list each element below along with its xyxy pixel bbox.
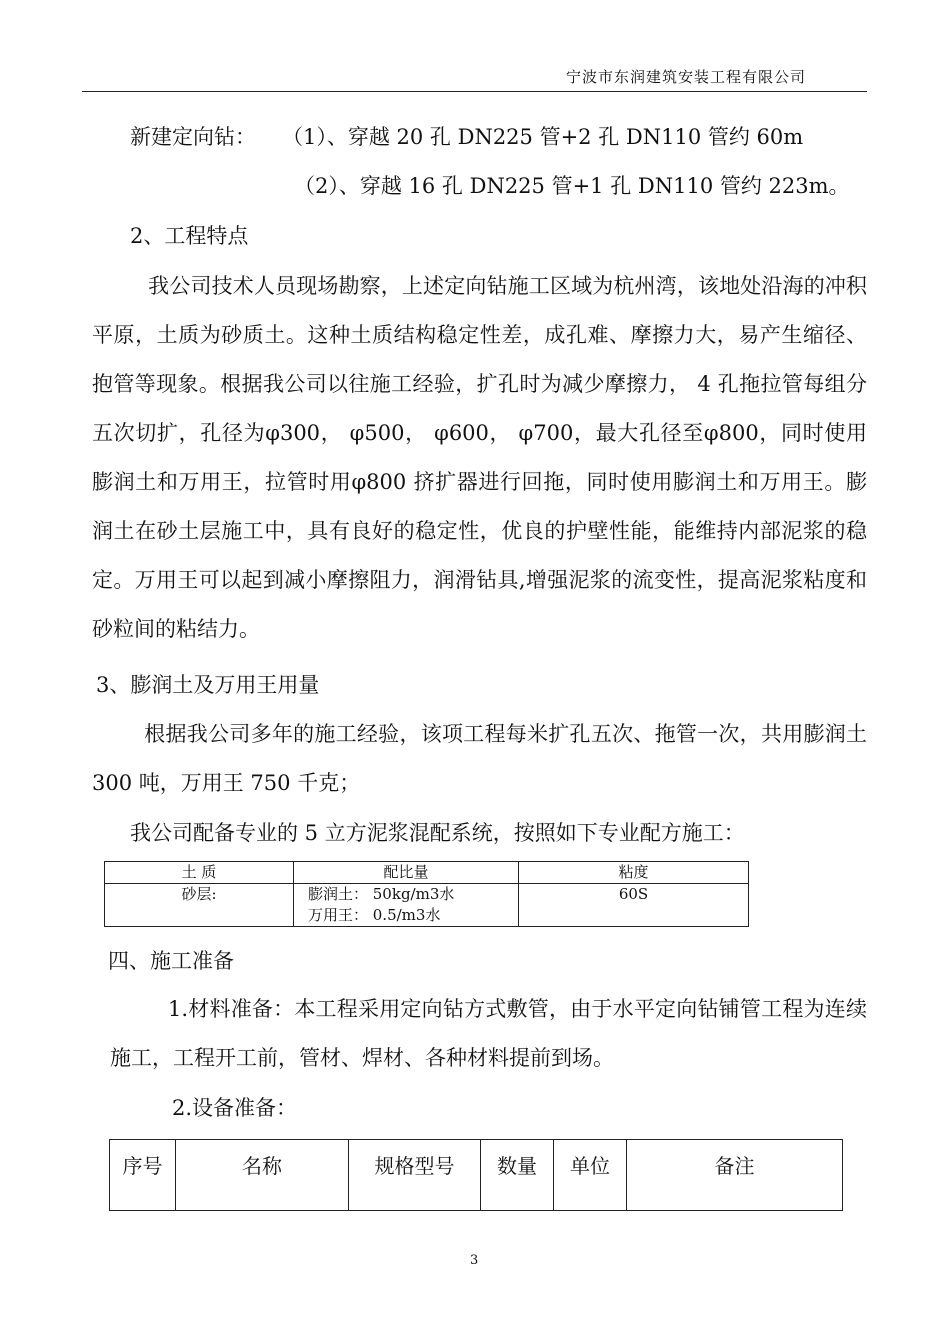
page-number: 3 [470, 1253, 479, 1268]
materials-text: 1.材料准备：本工程采用定向钻方式敷管，由于水平定向钻铺管工程为连续施工，工程开工前，管材、焊材、各种材料提前到场。 [110, 997, 867, 1070]
section3-text: 根据我公司多年的施工经验，该项工程每米扩孔五次、拖管一次，共用膨润土 300 吨，万用王 750 千克； [92, 722, 867, 795]
table-row [105, 884, 749, 927]
header-unit: 单位 [554, 1140, 627, 1211]
table-header-row [105, 862, 749, 884]
cell-soil: 砂层: [105, 884, 294, 927]
header-viscosity: 粘度 [519, 862, 749, 884]
section2-heading: 2、工程特点 [130, 224, 249, 248]
header-company: 宁波市东润建筑安装工程有限公司 [565, 68, 806, 86]
header-rule [82, 91, 867, 92]
cell-viscosity: 60S [519, 884, 749, 927]
header-qty: 数量 [481, 1140, 554, 1211]
header-name: 名称 [176, 1140, 349, 1211]
mix-wanyongwang: 万用王： 0.5/m3水 [308, 906, 441, 924]
mix-ratio-table [104, 861, 749, 927]
header-index: 序号 [110, 1140, 176, 1211]
mix-system-line: 我公司配备专业的 5 立方泥浆混配系统，按照如下专业配方施工： [130, 821, 745, 845]
section3-paragraph [92, 710, 867, 808]
drill-item-1: （1）、穿越 20 孔 DN225 管+2 孔 DN110 管约 60m [282, 125, 804, 149]
drill-label: 新建定向钻： [130, 125, 256, 149]
mix-bentonite: 膨润土： 50kg/m3水 [308, 885, 455, 903]
header-spec: 规格型号 [349, 1140, 481, 1211]
section4-heading: 四、施工准备 [108, 949, 234, 973]
drill-item-2: （2）、穿越 16 孔 DN225 管+1 孔 DN110 管约 223m。 [294, 174, 850, 198]
materials-paragraph [110, 985, 867, 1083]
header-remark: 备注 [627, 1140, 843, 1211]
header-soil: 土 质 [105, 862, 294, 884]
section3-heading: 3、膨润土及万用王用量 [96, 673, 320, 697]
section2-paragraph [92, 262, 867, 654]
header-mix: 配比量 [294, 862, 519, 884]
section2-text: 我公司技术人员现场勘察，上述定向钻施工区域为杭州湾，该地处沿海的冲积平原，土质为砂质土。这种土质结构稳定性差，成孔难、摩擦力大，易产生缩径、抱管等现象。根据我公司以往施工经验，扩孔时为减少摩擦力， 4 孔拖拉管每组分五次切扩，孔径为φ300， φ500， φ600， φ700，最大孔径至φ800，同时使用膨润土和万用王，拉管时用φ800 挤扩器进行回拖，同时使用膨润土和万用王。膨润土在砂土层施工中，具有良好的稳定性，优良的护壁性能，能维持内部泥浆的稳定。万用王可以起到减小摩擦阻力，润滑钻具,增强泥浆的流变性，提高泥浆粘度和砂粒间的粘结力。 [92, 274, 867, 641]
cell-mix [294, 884, 519, 927]
table-header-row [110, 1140, 843, 1211]
equipment-heading: 2.设备准备： [172, 1096, 298, 1120]
equipment-table [109, 1139, 843, 1211]
